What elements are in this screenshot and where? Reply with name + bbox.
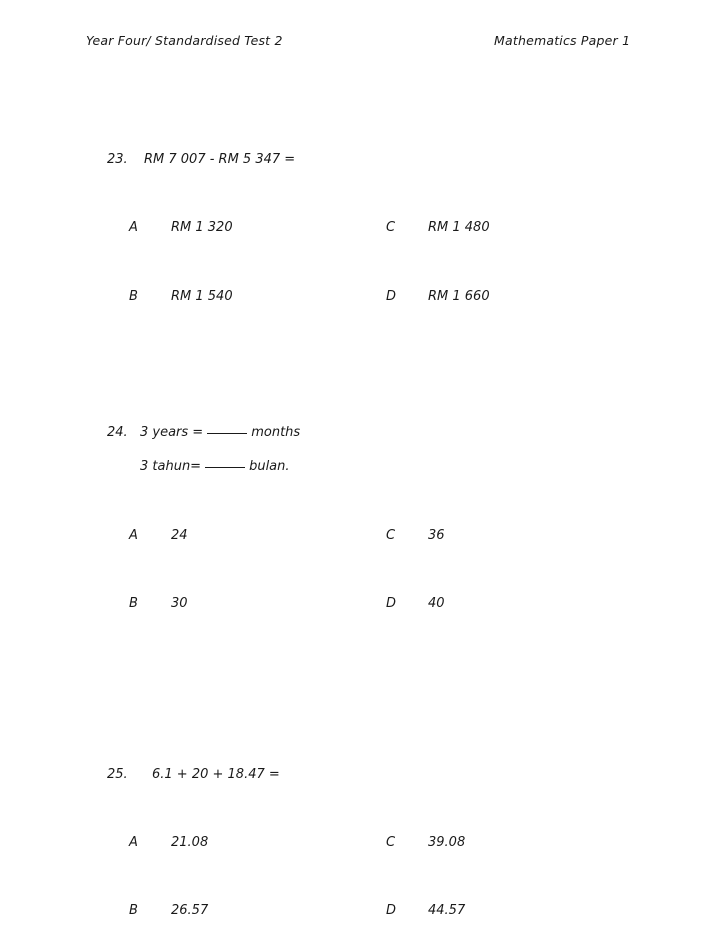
option-letter-b: B <box>129 289 138 304</box>
option-value-c: 39.08 <box>428 835 466 850</box>
option-value-b: RM 1 540 <box>171 289 233 304</box>
question-text-post: months <box>251 425 301 440</box>
option-letter-d: D <box>386 903 397 918</box>
option-value-b: 26.57 <box>171 903 209 918</box>
option-letter-c: C <box>386 835 396 850</box>
option-letter-d: D <box>386 289 397 304</box>
option-letter-b: B <box>129 596 138 611</box>
question-number: 23. <box>107 152 128 167</box>
header-left-title: Year Four/ Standardised Test 2 <box>86 33 283 48</box>
option-value-d: RM 1 660 <box>428 289 490 304</box>
option-value-b: 30 <box>171 596 188 611</box>
question-text-pre: 3 years = <box>140 425 204 440</box>
header-right-title: Mathematics Paper 1 <box>494 33 631 48</box>
option-value-d: 40 <box>428 596 445 611</box>
option-letter-b: B <box>129 903 138 918</box>
answer-blank <box>205 467 245 468</box>
question-number: 24. <box>107 425 128 440</box>
question-text-malay <box>140 459 290 474</box>
option-value-c: 36 <box>428 528 445 543</box>
option-value-d: 44.57 <box>428 903 466 918</box>
question-text: RM 7 007 - RM 5 347 = <box>144 152 296 167</box>
question-number: 25. <box>107 767 128 782</box>
question-text-post: bulan. <box>249 459 290 474</box>
option-letter-c: C <box>386 220 396 235</box>
option-letter-a: A <box>129 220 138 235</box>
option-value-a: 24 <box>171 528 188 543</box>
option-letter-c: C <box>386 528 396 543</box>
option-value-a: RM 1 320 <box>171 220 233 235</box>
option-value-a: 21.08 <box>171 835 209 850</box>
option-letter-a: A <box>129 528 138 543</box>
option-letter-a: A <box>129 835 138 850</box>
answer-blank <box>207 433 247 434</box>
option-value-c: RM 1 480 <box>428 220 490 235</box>
option-letter-d: D <box>386 596 397 611</box>
question-text-pre: 3 tahun= <box>140 459 202 474</box>
question-text: 6.1 + 20 + 18.47 = <box>152 767 280 782</box>
question-text-english <box>140 425 300 440</box>
